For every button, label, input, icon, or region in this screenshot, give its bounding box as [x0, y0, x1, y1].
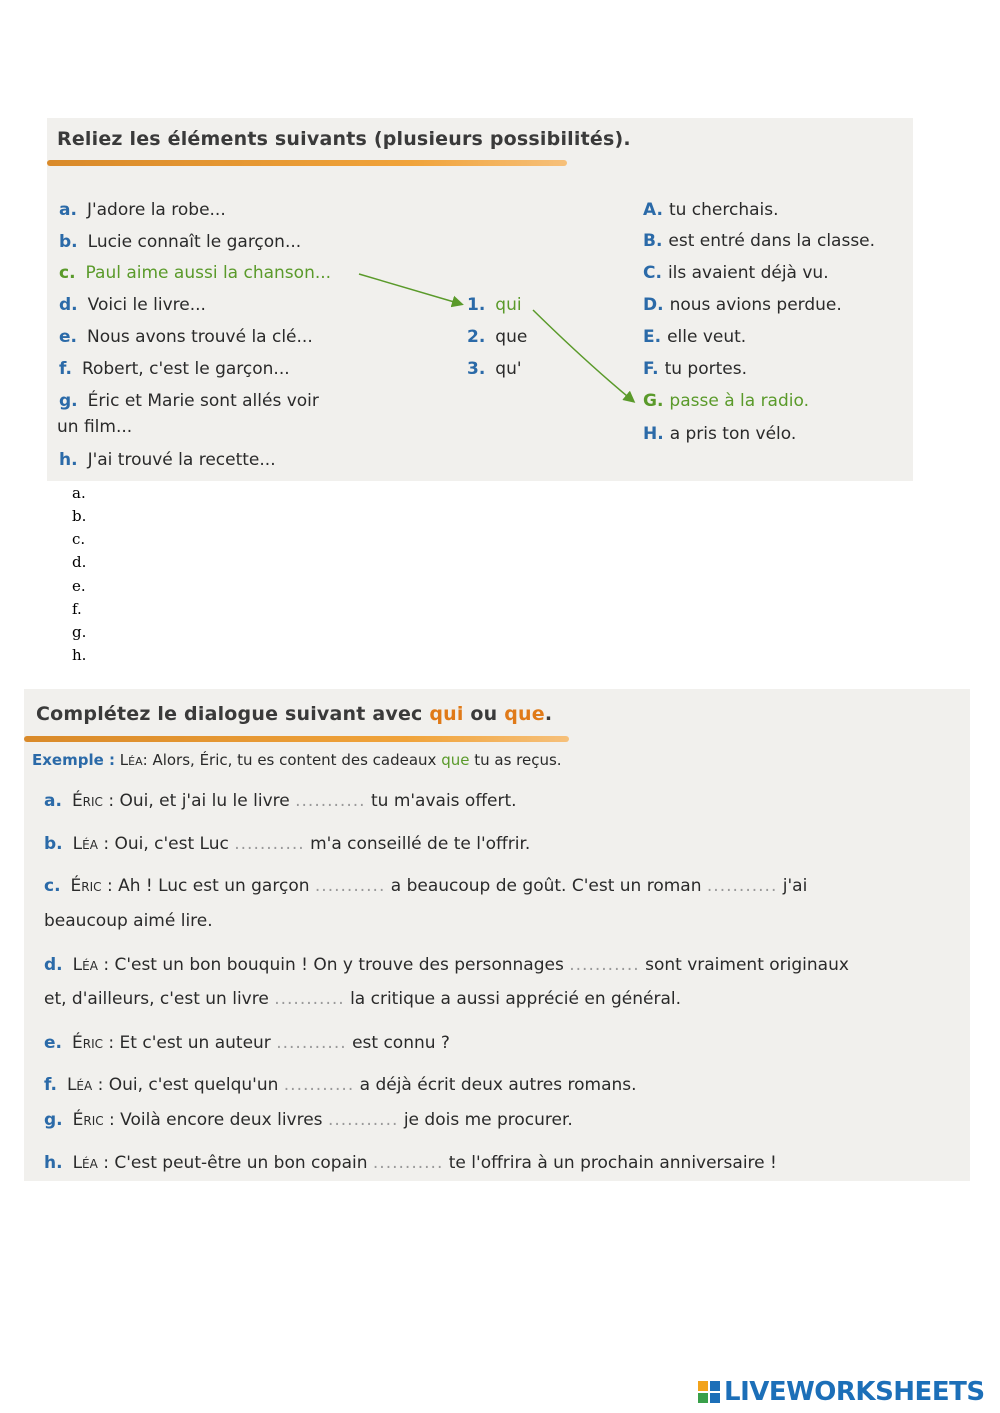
- blank-field[interactable]: ...........: [283, 1075, 355, 1095]
- exercise-1-title: Reliez les éléments suivants (plusieurs possibilités).: [57, 128, 631, 150]
- line-text: : Ah ! Luc est un garçon: [106, 876, 310, 896]
- item-text: Voici le livre...: [87, 295, 206, 315]
- answer-label-f: f.: [72, 600, 82, 618]
- line-text: : Oui, et j'ai lu le livre: [108, 791, 290, 811]
- line-letter: d.: [44, 955, 63, 975]
- item-text: Paul aime aussi la chanson...: [85, 263, 332, 283]
- speaker: Éric: [70, 876, 102, 896]
- item-text: Lucie connaît le garçon...: [87, 232, 302, 252]
- item-text: nous avions perdue.: [669, 295, 842, 315]
- title-ou: ou: [463, 703, 505, 725]
- item-text: qui: [495, 295, 522, 315]
- logo-text: LIVEWORKSHEETS: [724, 1377, 985, 1407]
- item-text: J'adore la robe...: [86, 200, 226, 220]
- example-line: [32, 751, 562, 769]
- line-text: je dois me procurer.: [403, 1110, 573, 1130]
- blank-field[interactable]: ...........: [295, 791, 366, 811]
- line-text: a beaucoup de goût. C'est un roman: [390, 876, 702, 896]
- answer-label-c: c.: [72, 530, 86, 548]
- item-letter: H.: [643, 424, 664, 444]
- exercise-1-scan: [47, 118, 913, 481]
- line-text: sont vraiment originaux: [645, 955, 849, 975]
- example-connector-lines: [47, 118, 913, 481]
- exercise-2-title: [36, 703, 552, 725]
- blank-field[interactable]: ...........: [234, 834, 305, 854]
- item-number: 1.: [467, 295, 486, 315]
- blank-field[interactable]: ...........: [276, 1033, 347, 1053]
- answer-label-h: h.: [72, 646, 87, 664]
- item-letter: d.: [59, 295, 78, 315]
- liveworksheets-logo: [698, 1377, 985, 1407]
- item-text: Nous avons trouvé la clé...: [87, 327, 313, 347]
- title-text: Complétez le dialogue suivant avec: [36, 703, 430, 725]
- item-text: Éric et Marie sont allés voir: [87, 391, 319, 411]
- line-letter: b.: [44, 834, 63, 854]
- connector-1-to-G: [533, 310, 633, 401]
- line-text: : Voilà encore deux livres: [109, 1110, 323, 1130]
- item-letter: b.: [59, 232, 78, 252]
- answer-label-b: b.: [72, 507, 87, 525]
- line-text: : Alors, Éric, tu es content des cadeaux: [142, 751, 442, 769]
- item-letter: e.: [59, 327, 77, 347]
- speaker: Léa: [66, 1075, 93, 1095]
- item-text: que: [495, 327, 528, 347]
- line-text: : Et c'est un auteur: [108, 1033, 271, 1053]
- line-text: te l'offrira à un prochain anniversaire !: [448, 1153, 777, 1173]
- line-text: m'a conseillé de te l'offrir.: [310, 834, 531, 854]
- item-number: 2.: [467, 327, 486, 347]
- item-letter: C.: [643, 263, 662, 283]
- item-letter: D.: [643, 295, 664, 315]
- speaker: Éric: [72, 1110, 104, 1130]
- item-text: passe à la radio.: [669, 391, 809, 411]
- line-text: j'ai: [782, 876, 808, 896]
- speaker: Éric: [71, 791, 103, 811]
- blank-field[interactable]: ...........: [314, 876, 386, 896]
- item-text: elle veut.: [667, 327, 747, 347]
- item-text: qu': [495, 359, 522, 379]
- line-text: a déjà écrit deux autres romans.: [359, 1075, 637, 1095]
- example-label: Exemple :: [32, 751, 115, 769]
- line-text: et, d'ailleurs, c'est un livre: [44, 989, 269, 1009]
- item-letter: f.: [59, 359, 72, 379]
- title-qui: qui: [429, 703, 464, 725]
- item-text: est entré dans la classe.: [668, 231, 876, 251]
- speaker: Léa: [72, 1153, 98, 1173]
- speaker: Léa: [72, 834, 98, 854]
- blank-field[interactable]: ...........: [327, 1110, 399, 1130]
- dialogue-line-h: [44, 1153, 777, 1173]
- dialogue-line-d: [44, 955, 849, 975]
- item-text: tu cherchais.: [668, 200, 779, 220]
- blank-field[interactable]: ...........: [274, 989, 345, 1009]
- connector-c-to-1: [359, 274, 461, 304]
- item-letter: F.: [643, 359, 659, 379]
- line-letter: a.: [44, 791, 62, 811]
- line-text: : C'est un bon bouquin ! On y trouve des personnages: [103, 955, 564, 975]
- item-letter: E.: [643, 327, 662, 347]
- line-text: : Oui, c'est Luc: [103, 834, 229, 854]
- item-letter: h.: [59, 450, 78, 470]
- item-letter: B.: [643, 231, 663, 251]
- answer-label-d: d.: [72, 553, 87, 571]
- blank-field[interactable]: ...........: [372, 1153, 444, 1173]
- title-end: .: [544, 703, 553, 725]
- line-text: : C'est peut-être un bon copain: [103, 1153, 368, 1173]
- line-text: tu m'avais offert.: [370, 791, 517, 811]
- blank-field[interactable]: ...........: [569, 955, 640, 975]
- dialogue-line-c: [44, 876, 807, 896]
- line-letter: h.: [44, 1153, 63, 1173]
- dialogue-line-f: [44, 1075, 637, 1095]
- line-text: beaucoup aimé lire.: [44, 911, 213, 931]
- title-que: que: [504, 703, 545, 725]
- speaker: Léa: [72, 955, 98, 975]
- item-letter: G.: [643, 391, 664, 411]
- line-letter: c.: [44, 876, 61, 896]
- dialogue-line-e: [44, 1033, 450, 1053]
- dialogue-line-g: [44, 1110, 573, 1130]
- item-letter: c.: [59, 263, 76, 283]
- answer-label-g: g.: [72, 623, 87, 641]
- answer-label-e: e.: [72, 577, 86, 595]
- dialogue-line-b: [44, 834, 530, 854]
- logo-mark-icon: [698, 1381, 720, 1403]
- item-text: ils avaient déjà vu.: [667, 263, 829, 283]
- item-text: J'ai trouvé la recette...: [87, 450, 276, 470]
- answer-label-a: a.: [72, 484, 86, 502]
- item-letter: g.: [59, 391, 78, 411]
- item-letter: a.: [59, 200, 77, 220]
- item-text: Robert, c'est le garçon...: [81, 359, 290, 379]
- dialogue-line-d-continuation: [44, 989, 681, 1009]
- dialogue-line-c-continuation: [44, 911, 213, 931]
- line-text: : Oui, c'est quelqu'un: [97, 1075, 279, 1095]
- line-text: tu as reçus.: [469, 751, 562, 769]
- exercise-2-scan: [24, 689, 970, 1181]
- line-letter: e.: [44, 1033, 62, 1053]
- line-text: est connu ?: [352, 1033, 450, 1053]
- example-answer: que: [441, 751, 470, 769]
- item-text: tu portes.: [664, 359, 747, 379]
- line-text: la critique a aussi apprécié en général.: [350, 989, 682, 1009]
- dialogue-line-a: [44, 791, 517, 811]
- item-text: un film...: [57, 417, 133, 437]
- line-letter: f.: [44, 1075, 57, 1095]
- item-number: 3.: [467, 359, 486, 379]
- speaker: Léa: [119, 751, 143, 769]
- line-letter: g.: [44, 1110, 63, 1130]
- title-underline: [24, 736, 569, 742]
- speaker: Éric: [72, 1033, 103, 1053]
- item-text: a pris ton vélo.: [669, 424, 797, 444]
- item-letter: A.: [643, 200, 663, 220]
- blank-field[interactable]: ...........: [706, 876, 778, 896]
